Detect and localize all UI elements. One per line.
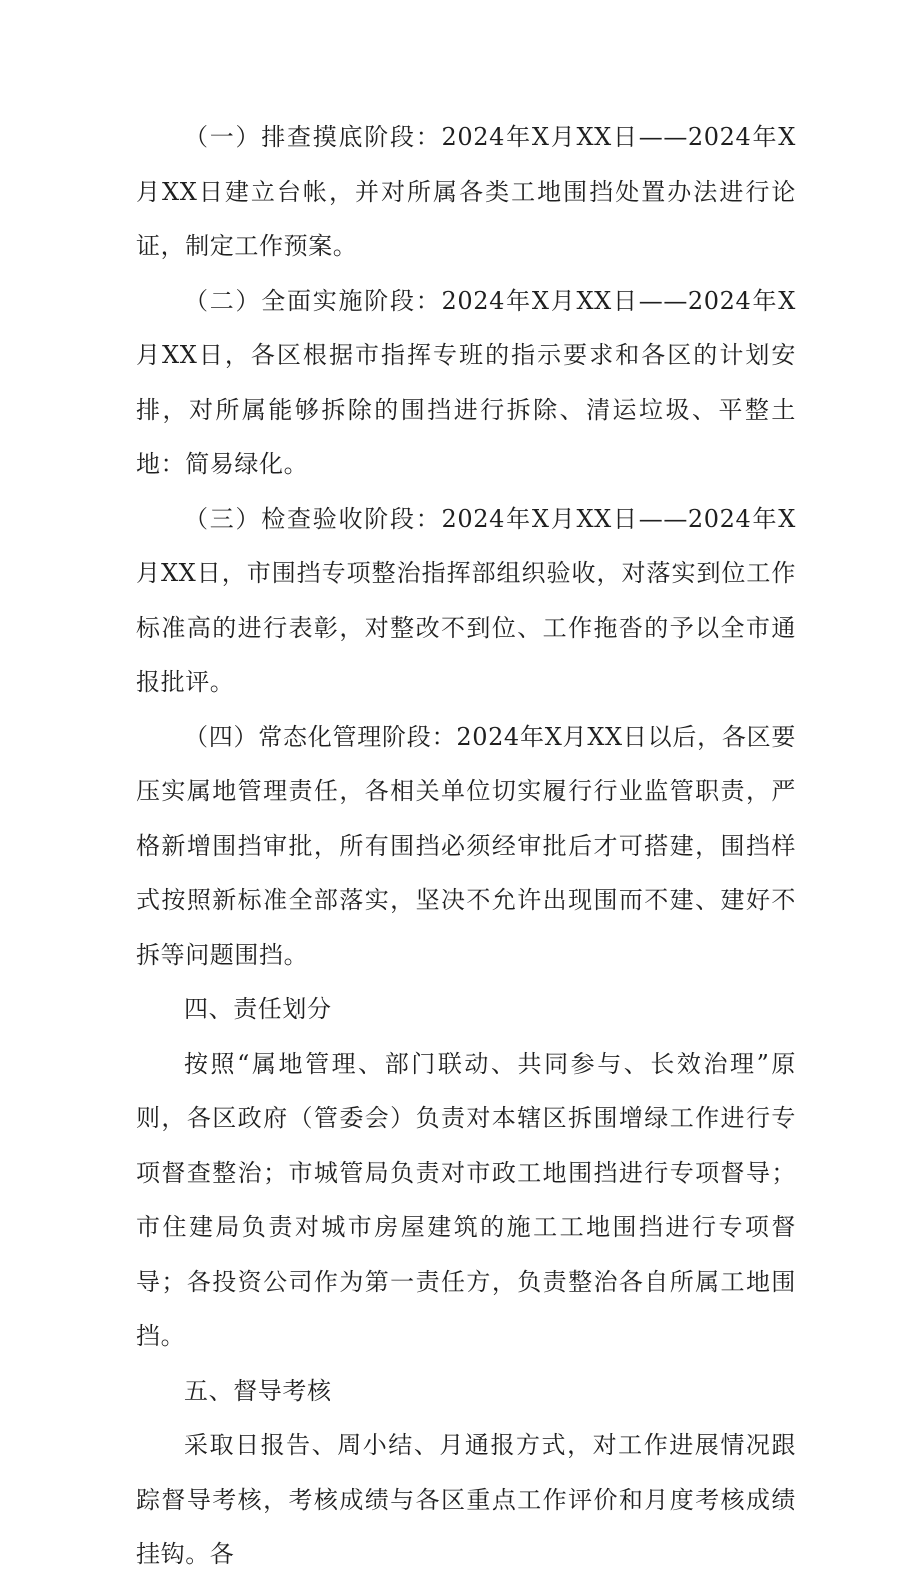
section-heading-responsibility: 四、责任划分	[184, 995, 332, 1023]
paragraph-stage-3: （三）检查验收阶段：2024年X月XX日——2024年X月XX日，市围挡专项整治指挥部组织验收，对落实到位工作标准高的进行表彰，对整改不到位、工作拖沓的予以全市通报批评。	[136, 504, 796, 696]
section-heading-supervision: 五、督导考核	[184, 1376, 332, 1405]
paragraph-stage-2: （二）全面实施阶段：2024年X月XX日——2024年X月XX日，各区根据市指挥专班的指示要求和各区的计划安排，对所属能够拆除的围挡进行拆除、清运垃圾、平整土地：简易绿化。	[136, 286, 796, 478]
document-body	[136, 110, 796, 1582]
paragraph-stage-4: （四）常态化管理阶段：2024年X月XX日以后，各区要压实属地管理责任，各相关单位切实履行行业监管职责，严格新增围挡审批，所有围挡必须经审批后才可搭建，围挡样式按照新标准全部落实，坚决不允许出现围而不建、建好不拆等问题围挡。	[136, 722, 796, 969]
paragraph-responsibility: 按照“属地管理、部门联动、共同参与、长效治理”原则，各区政府（管委会）负责对本辖区拆围增绿工作进行专项督查整治；市城管局负责对市政工地围挡进行专项督导；市住建局负责对城市房屋建筑的施工工地围挡进行专项督导；各投资公司作为第一责任方，负责整治各自所属工地围挡。	[136, 1049, 796, 1350]
paragraph-stage-1: （一）排查摸底阶段：2024年X月XX日——2024年X月XX日建立台帐，并对所属各类工地围挡处置办法进行论证，制定工作预案。	[136, 123, 796, 260]
paragraph-supervision: 采取日报告、周小结、月通报方式，对工作进展情况跟踪督导考核，考核成绩与各区重点工作评价和月度考核成绩挂钩。各	[136, 1431, 796, 1568]
